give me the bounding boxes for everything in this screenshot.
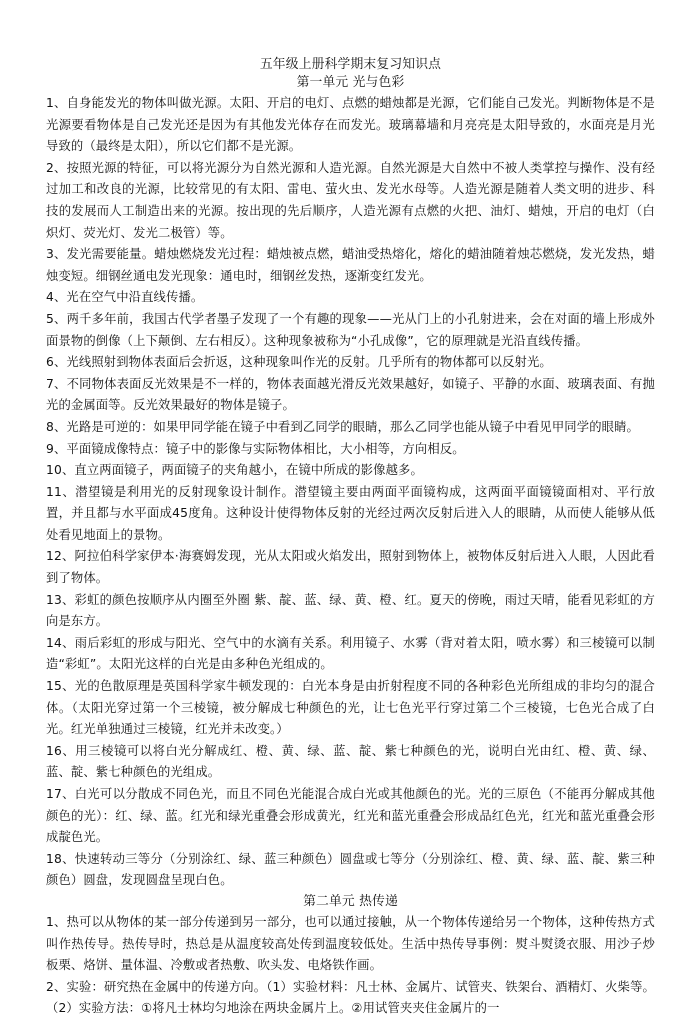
unit1-item-4: 4、光在空气中沿直线传播。 xyxy=(46,290,204,305)
unit-1-heading: 第一单元 光与色彩 xyxy=(296,75,405,90)
unit1-item-17: 17、白光可以分散成不同色光，而且不同色光能混合成白光或其他颜色的光。光的三原色（不能再分解成其他颜色的光）：红、绿、蓝。红光和绿光重叠会形成黄光，红光和蓝光重叠会形成品红色光，红光和蓝光重叠会形成靛色光。 xyxy=(46,787,655,845)
unit-2-heading: 第二单元 热传递 xyxy=(303,893,398,909)
unit1-item-6: 6、光线照射到物体表面后会折返，这种现象叫作光的反射。几乎所有的物体都可以反射光。 xyxy=(46,355,552,370)
unit1-item-15: 15、光的色散原理是英国科学家牛顿发现的：白光本身是由折射程度不同的各种彩色光所组成的非均匀的混合体。（太阳光穿过第一个三棱镜，被分解成七种颜色的光，让七色光平行穿过第二个三棱镜，七色光合成了白光。红光单独通过三棱镜，红光并未改变。） xyxy=(46,679,655,737)
unit1-item-12: 12、阿拉伯科学家伊本·海赛姆发现，光从太阳或火焰发出，照射到物体上，被物体反射后进入人眼，人因此看到了物体。 xyxy=(46,549,655,586)
unit2-item-2: 2、实验：研究热在金属中的传递方向。（1）实验材料：凡士林、金属片、试管夹、铁架台、酒精灯、火柴等。（2）实验方法：①将凡士林均匀地涂在两块金属片上。②用试管夹夹住金属片的一 xyxy=(46,979,655,1016)
unit1-item-8: 8、光路是可逆的：如果甲同学能在镜子中看到乙同学的眼睛，那么乙同学也能从镜子中看见甲同学的眼睛。 xyxy=(46,419,639,434)
unit1-item-10: 10、直立两面镜子，两面镜子的夹角越小，在镜中所成的影像越多。 xyxy=(46,463,423,478)
unit1-item-2: 2、按照光源的特征，可以将光源分为自然光源和人造光源。自然光源是大自然中不被人类掌控与操作、没有经过加工和改良的光源，比较常见的有太阳、雷电、萤火虫、发光水母等。人造光源是随着人类文明的进步、科技的发展而人工制造出来的光源。按出现的先后顺序，人造光源有点燃的火把、油灯、蜡烛，开启的电灯（白炽灯、荧光灯、发光二极管）等。 xyxy=(46,160,655,240)
unit1-item-11: 11、潜望镜是利用光的反射现象设计制作。潜望镜主要由两面平面镜构成，这两面平面镜镜面相对、平行放置，并且都与水平面成45度角。这种设计使得物体反射的光经过两次反射后进入人的眼睛，从而使人能够从低处看见地面上的景物。 xyxy=(46,484,655,542)
unit1-item-13: 13、彩虹的颜色按顺序从内圈至外圈 紫、靛、蓝、绿、黄、橙、红。夏天的傍晚，雨过天晴，能看见彩虹的方向是东方。 xyxy=(46,592,655,629)
document-title: 五年级上册科学期末复习知识点 xyxy=(259,57,442,72)
unit1-item-9: 9、平面镜成像特点：镜子中的影像与实际物体相比，大小相等，方向相反。 xyxy=(46,441,465,456)
unit1-item-3: 3、发光需要能量。蜡烛燃烧发光过程：蜡烛被点燃，蜡油受热熔化，熔化的蜡油随着烛芯燃烧，发光发热，蜡烛变短。细钢丝通电发光现象：通电时，细钢丝发热，逐渐变红发光。 xyxy=(46,247,655,283)
unit1-item-7: 7、不同物体表面反光效果是不一样的，物体表面越光滑反光效果越好，如镜子、平静的水面、玻璃表面、有抛光的金属面等。反光效果最好的物体是镜子。 xyxy=(46,376,655,413)
unit1-item-14: 14、雨后彩虹的形成与阳光、空气中的水滴有关系。利用镜子、水雾（背对着太阳，喷水雾）和三棱镜可以制造“彩虹”。太阳光这样的白光是由多种色光组成的。 xyxy=(46,635,655,672)
unit1-item-16: 16、用三棱镜可以将白光分解成红、橙、黄、绿、蓝、靛、紫七种颜色的光，说明白光由红、橙、黄、绿、蓝、靛、紫七种颜色的光组成。 xyxy=(46,743,655,780)
unit1-item-1: 1、自身能发光的物体叫做光源。太阳、开启的电灯、点燃的蜡烛都是光源，它们能自己发光。判断物体是不是光源要看物体是自己发光还是因为有其他发光体存在而发光。玻璃幕墙和月亮亮是太阳导致的，水面亮是月光导致的（最终是太阳），所以它们都不是光源。 xyxy=(46,96,655,154)
unit1-item-18: 18、快速转动三等分（分别涂红、绿、蓝三种颜色）圆盘或七等分（分别涂红、橙、黄、绿、蓝、靛、紫三种颜色）圆盘，发现圆盘呈现白色。 xyxy=(46,851,655,888)
unit1-item-5: 5、两千多年前，我国古代学者墨子发现了一个有趣的现象——光从门上的小孔射进来，会在对面的墙上形成外面景物的倒像（上下颠倒、左右相反）。这种现象被称为“小孔成像”，它的原理就是光沿直线传播。 xyxy=(46,311,655,348)
unit2-item-1: 1、热可以从物体的某一部分传递到另一部分，也可以通过接触，从一个物体传递给另一个物体，这种传热方式叫作热传导。热传导时，热总是从温度较高处传到温度较低处。生活中热传导事例：熨斗熨烫衣服、用沙子炒板栗、烙饼、量体温、冷敷或者热敷、吹头发、电烙铁作画。 xyxy=(46,914,655,973)
